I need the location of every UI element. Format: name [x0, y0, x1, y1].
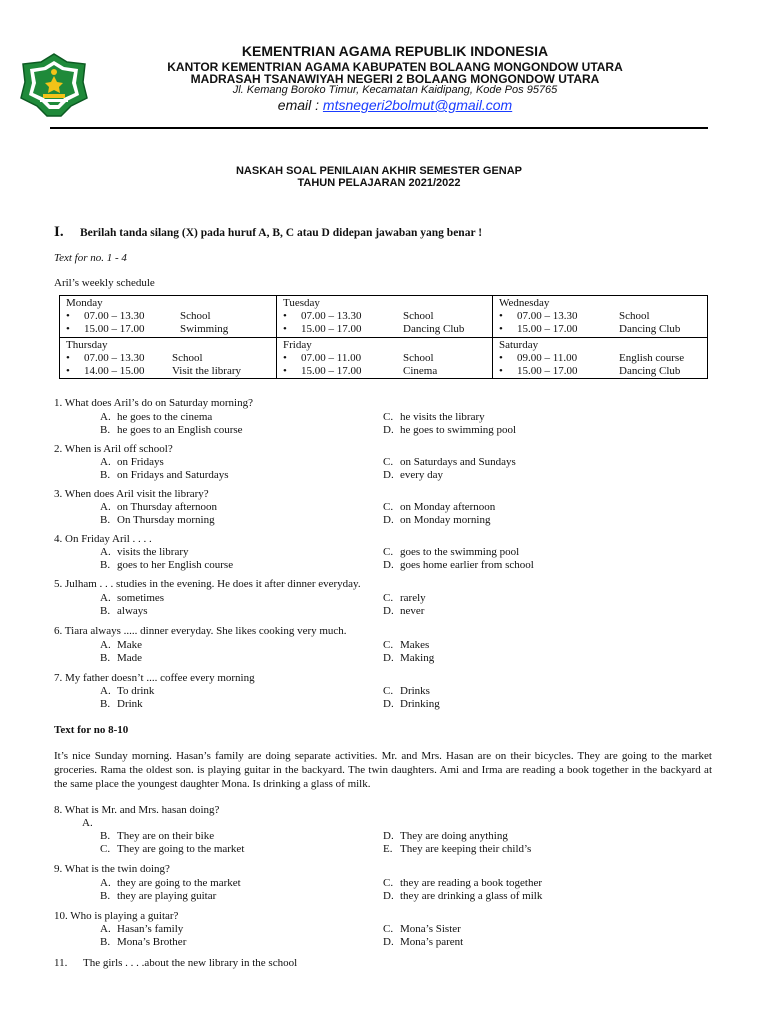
- option-b[interactable]: [100, 559, 233, 571]
- option-d[interactable]: [383, 698, 440, 710]
- option-letter: A.: [100, 639, 111, 651]
- question-10: 10. Who is playing a guitar?: [54, 910, 179, 922]
- option-letter: B.: [100, 936, 111, 948]
- option-a[interactable]: [100, 877, 241, 889]
- option-letter: D.: [383, 559, 394, 571]
- option-text: Drinking: [400, 698, 440, 710]
- option-text: sometimes: [117, 592, 165, 604]
- option-letter: B.: [100, 424, 111, 436]
- activity: Dancing Club: [403, 323, 465, 335]
- option-a[interactable]: [100, 501, 217, 513]
- option-b[interactable]: [100, 469, 229, 481]
- question-7: 7. My father doesn’t .... coffee every morning: [54, 672, 255, 684]
- option-text: On Thursday morning: [117, 514, 215, 526]
- option-letter: B.: [100, 652, 111, 664]
- activity: Cinema: [403, 365, 438, 377]
- option-letter: D.: [383, 652, 394, 664]
- option-d[interactable]: [383, 605, 424, 617]
- schedule-cell-thursday: [60, 337, 276, 378]
- time: 07.00 – 13.30: [84, 310, 145, 322]
- question-1: 1. What does Aril’s do on Saturday morning?: [54, 397, 253, 409]
- option-d[interactable]: [383, 830, 508, 842]
- option-text: he goes to swimming pool: [400, 424, 517, 436]
- option-letter: D.: [383, 424, 394, 436]
- header-divider: [50, 127, 708, 129]
- option-d[interactable]: [383, 936, 463, 948]
- email-link[interactable]: mtsnegeri2bolmut@gmail.com: [322, 97, 513, 113]
- email-label: email :: [277, 97, 323, 113]
- section-instruction: Berilah tanda silang (X) pada huruf A, B, C atau D didepan jawaban yang benar !: [80, 227, 483, 239]
- option-c[interactable]: [100, 843, 244, 855]
- exam-title: NASKAH SOAL PENILAIAN AKHIR SEMESTER GENAP: [235, 165, 523, 177]
- option-text: on Fridays: [117, 456, 164, 468]
- activity: School: [403, 310, 434, 322]
- option-letter: B.: [100, 605, 111, 617]
- academic-year: TAHUN PELAJARAN 2021/2022: [297, 177, 461, 189]
- option-c[interactable]: [383, 639, 429, 651]
- option-a[interactable]: [100, 923, 183, 935]
- time: 15.00 – 17.00: [517, 323, 578, 335]
- option-text: on Saturdays and Sundays: [400, 456, 516, 468]
- option-b[interactable]: [100, 652, 142, 664]
- option-text: on Monday morning: [400, 514, 491, 526]
- option-a[interactable]: [100, 456, 164, 468]
- option-letter: C.: [383, 501, 394, 513]
- option-text: They are keeping their child’s: [400, 843, 532, 855]
- bullet-icon: •: [283, 310, 287, 322]
- option-d[interactable]: [383, 469, 443, 481]
- option-c[interactable]: [383, 411, 485, 423]
- option-letter: A.: [100, 877, 111, 889]
- option-letter: D.: [383, 936, 394, 948]
- option-b[interactable]: [100, 698, 143, 710]
- option-text: every day: [400, 469, 444, 481]
- option-text: he goes to an English course: [117, 424, 243, 436]
- day-label: Wednesday: [499, 297, 550, 309]
- option-d[interactable]: [383, 890, 542, 902]
- email-line: [100, 97, 690, 113]
- option-text: they are reading a book together: [400, 877, 543, 889]
- option-a[interactable]: [100, 639, 142, 651]
- question-9: 9. What is the twin doing?: [54, 863, 170, 875]
- option-d[interactable]: [383, 424, 516, 436]
- kemenag-logo: [19, 52, 89, 118]
- day-label: Thursday: [66, 339, 108, 351]
- time: 15.00 – 17.00: [84, 323, 145, 335]
- option-text: on Monday afternoon: [400, 501, 496, 513]
- option-letter: A.: [100, 685, 111, 697]
- option-a[interactable]: [100, 546, 189, 558]
- bullet-icon: •: [499, 352, 503, 364]
- option-letter: C.: [383, 592, 394, 604]
- option-c[interactable]: [383, 877, 542, 889]
- option-c[interactable]: [383, 923, 461, 935]
- option-letter: D.: [383, 514, 394, 526]
- option-text: Drink: [117, 698, 143, 710]
- option-letter: C.: [383, 639, 394, 651]
- option-letter: A.: [100, 546, 111, 558]
- option-a[interactable]: [100, 411, 212, 423]
- bullet-icon: •: [66, 323, 70, 335]
- option-letter: A.: [100, 456, 111, 468]
- school-address: Jl. Kemang Boroko Timur, Kecamatan Kaidipang, Kode Pos 95765: [232, 84, 558, 96]
- option-text: Make: [117, 639, 143, 651]
- option-text: Hasan’s family: [117, 923, 184, 935]
- time: 07.00 – 13.30: [301, 310, 362, 322]
- option-a[interactable]: [100, 592, 164, 604]
- option-text: Mona’s parent: [400, 936, 464, 948]
- question-6: 6. Tiara always ..... dinner everyday. She likes cooking very much.: [54, 625, 347, 637]
- option-c[interactable]: [383, 546, 519, 558]
- activity: English course: [619, 352, 685, 364]
- day-label: Monday: [66, 297, 103, 309]
- option-letter: B.: [100, 469, 111, 481]
- option-letter: B.: [100, 698, 111, 710]
- bullet-icon: •: [283, 352, 287, 364]
- schedule-cell-wednesday: [492, 296, 708, 337]
- option-letter: C.: [383, 685, 394, 697]
- activity: Swimming: [180, 323, 229, 335]
- option-text: he goes to the cinema: [117, 411, 213, 423]
- text-for-label: Text for no. 1 - 4: [54, 252, 127, 264]
- option-text: always: [117, 605, 148, 617]
- schedule-cell-tuesday: [276, 296, 492, 337]
- option-text: goes to the swimming pool: [400, 546, 520, 558]
- option-text: Made: [117, 652, 143, 664]
- day-label: Saturday: [499, 339, 539, 351]
- option-letter: D.: [383, 469, 394, 481]
- time: 15.00 – 17.00: [301, 365, 362, 377]
- option-d[interactable]: [383, 559, 534, 571]
- option-a[interactable]: [100, 685, 154, 697]
- option-letter: A.: [100, 592, 111, 604]
- schedule-cell-saturday: [492, 337, 708, 378]
- schedule-cell-monday: [60, 296, 276, 337]
- option-text: they are drinking a glass of milk: [400, 890, 543, 902]
- question-11-number: 11.: [54, 957, 68, 969]
- bullet-icon: •: [283, 323, 287, 335]
- bullet-icon: •: [66, 310, 70, 322]
- time: 14.00 – 15.00: [84, 365, 145, 377]
- option-text: goes home earlier from school: [400, 559, 534, 571]
- option-letter: C.: [383, 877, 394, 889]
- option-letter: A.: [100, 411, 111, 423]
- option-text: visits the library: [117, 546, 189, 558]
- option-b[interactable]: [100, 890, 216, 902]
- option-text: goes to her English course: [117, 559, 234, 571]
- school-name: MADRASAH TSANAWIYAH NEGERI 2 BOLAANG MONGONDOW UTARA: [190, 72, 600, 86]
- text-for-label-2: Text for no 8-10: [54, 724, 129, 736]
- option-letter: B.: [100, 890, 111, 902]
- bullet-icon: •: [66, 365, 70, 377]
- question-5: 5. Julham . . . studies in the evening. He does it after dinner everyday.: [54, 578, 361, 590]
- option-letter: A.: [100, 501, 111, 513]
- time: 07.00 – 13.30: [517, 310, 578, 322]
- option-letter: B.: [100, 514, 111, 526]
- option-letter: D.: [383, 830, 394, 842]
- option-b[interactable]: [100, 514, 215, 526]
- option-c[interactable]: [383, 592, 426, 604]
- option-e[interactable]: [383, 843, 531, 855]
- option-text: They are going to the market: [117, 843, 245, 855]
- option-letter: C.: [100, 843, 111, 855]
- option-letter: C.: [383, 546, 394, 558]
- option-c[interactable]: [383, 685, 430, 697]
- option-c[interactable]: [383, 501, 495, 513]
- option-text: They are doing anything: [400, 830, 508, 842]
- option-letter: D.: [383, 605, 394, 617]
- option-text: never: [400, 605, 425, 617]
- activity: School: [403, 352, 434, 364]
- option-letter: E.: [383, 843, 393, 855]
- time: 15.00 – 17.00: [301, 323, 362, 335]
- option-b[interactable]: [100, 830, 214, 842]
- bullet-icon: •: [499, 365, 503, 377]
- option-text: Making: [400, 652, 435, 664]
- activity: School: [619, 310, 650, 322]
- option-text: To drink: [117, 685, 155, 697]
- option-text: Mona’s Sister: [400, 923, 461, 935]
- section-number: I.: [54, 224, 64, 240]
- option-letter: A.: [100, 923, 111, 935]
- ministry-name: KEMENTRIAN AGAMA REPUBLIK INDONESIA: [241, 43, 549, 59]
- option-b[interactable]: [100, 605, 148, 617]
- option-text: Drinks: [400, 685, 430, 697]
- option-letter: B.: [100, 830, 111, 842]
- time: 07.00 – 11.00: [301, 352, 362, 364]
- option-text: they are going to the market: [117, 877, 241, 889]
- option-d[interactable]: [383, 652, 434, 664]
- question-11: The girls . . . .about the new library in the school: [83, 957, 298, 969]
- option-letter: C.: [383, 923, 394, 935]
- reading-passage: It’s nice Sunday morning. Hasan’s family are doing separate activities. Mr. and Mrs. Hasan are on their bicycles. They are going to the market groceries. Rama the oldest son. is playing guitar in the backyard. The twin daughters. Ami and Irma are reading a book together in the backyard at the same place the youngest daughter Mona. Is drinking a glass of milk.: [54, 750, 712, 790]
- time: 15.00 – 17.00: [517, 365, 578, 377]
- option-text: on Fridays and Saturdays: [117, 469, 229, 481]
- option-b[interactable]: [100, 424, 243, 436]
- option-letter: C.: [383, 456, 394, 468]
- question-3: 3. When does Aril visit the library?: [54, 488, 209, 500]
- option-text: They are on their bike: [117, 830, 215, 842]
- question-4: 4. On Friday Aril . . . .: [54, 533, 152, 545]
- schedule-title: Aril’s weekly schedule: [54, 277, 155, 289]
- activity: Visit the library: [172, 365, 241, 377]
- option-letter: C.: [383, 411, 394, 423]
- question-8: 8. What is Mr. and Mrs. hasan doing?: [54, 804, 220, 816]
- option-text: Makes: [400, 639, 430, 651]
- bullet-icon: •: [283, 365, 287, 377]
- option-text: he visits the library: [400, 411, 485, 423]
- bullet-icon: •: [66, 352, 70, 364]
- option-letter: D.: [383, 698, 394, 710]
- option-text: they are playing guitar: [117, 890, 217, 902]
- option-letter: B.: [100, 559, 111, 571]
- activity: Dancing Club: [619, 323, 681, 335]
- activity: Dancing Club: [619, 365, 681, 377]
- option-d[interactable]: [383, 514, 490, 526]
- option-text: on Thursday afternoon: [117, 501, 217, 513]
- option-letter: D.: [383, 890, 394, 902]
- option-b[interactable]: [100, 936, 186, 948]
- bullet-icon: •: [499, 323, 503, 335]
- bullet-icon: •: [499, 310, 503, 322]
- office-name: KANTOR KEMENTRIAN AGAMA KABUPATEN BOLAANG MONGONDOW UTARA: [167, 60, 623, 74]
- activity: School: [180, 310, 211, 322]
- schedule-table: [59, 295, 708, 379]
- schedule-cell-friday: [276, 337, 492, 378]
- activity: School: [172, 352, 203, 364]
- time: 07.00 – 13.30: [84, 352, 145, 364]
- option-text: Mona’s Brother: [117, 936, 187, 948]
- day-label: Tuesday: [283, 297, 320, 309]
- stray-option-letter: A.: [82, 817, 93, 829]
- time: 09.00 – 11.00: [517, 352, 578, 364]
- option-c[interactable]: [383, 456, 516, 468]
- day-label: Friday: [283, 339, 312, 351]
- option-text: rarely: [400, 592, 426, 604]
- question-2: 2. When is Aril off school?: [54, 443, 173, 455]
